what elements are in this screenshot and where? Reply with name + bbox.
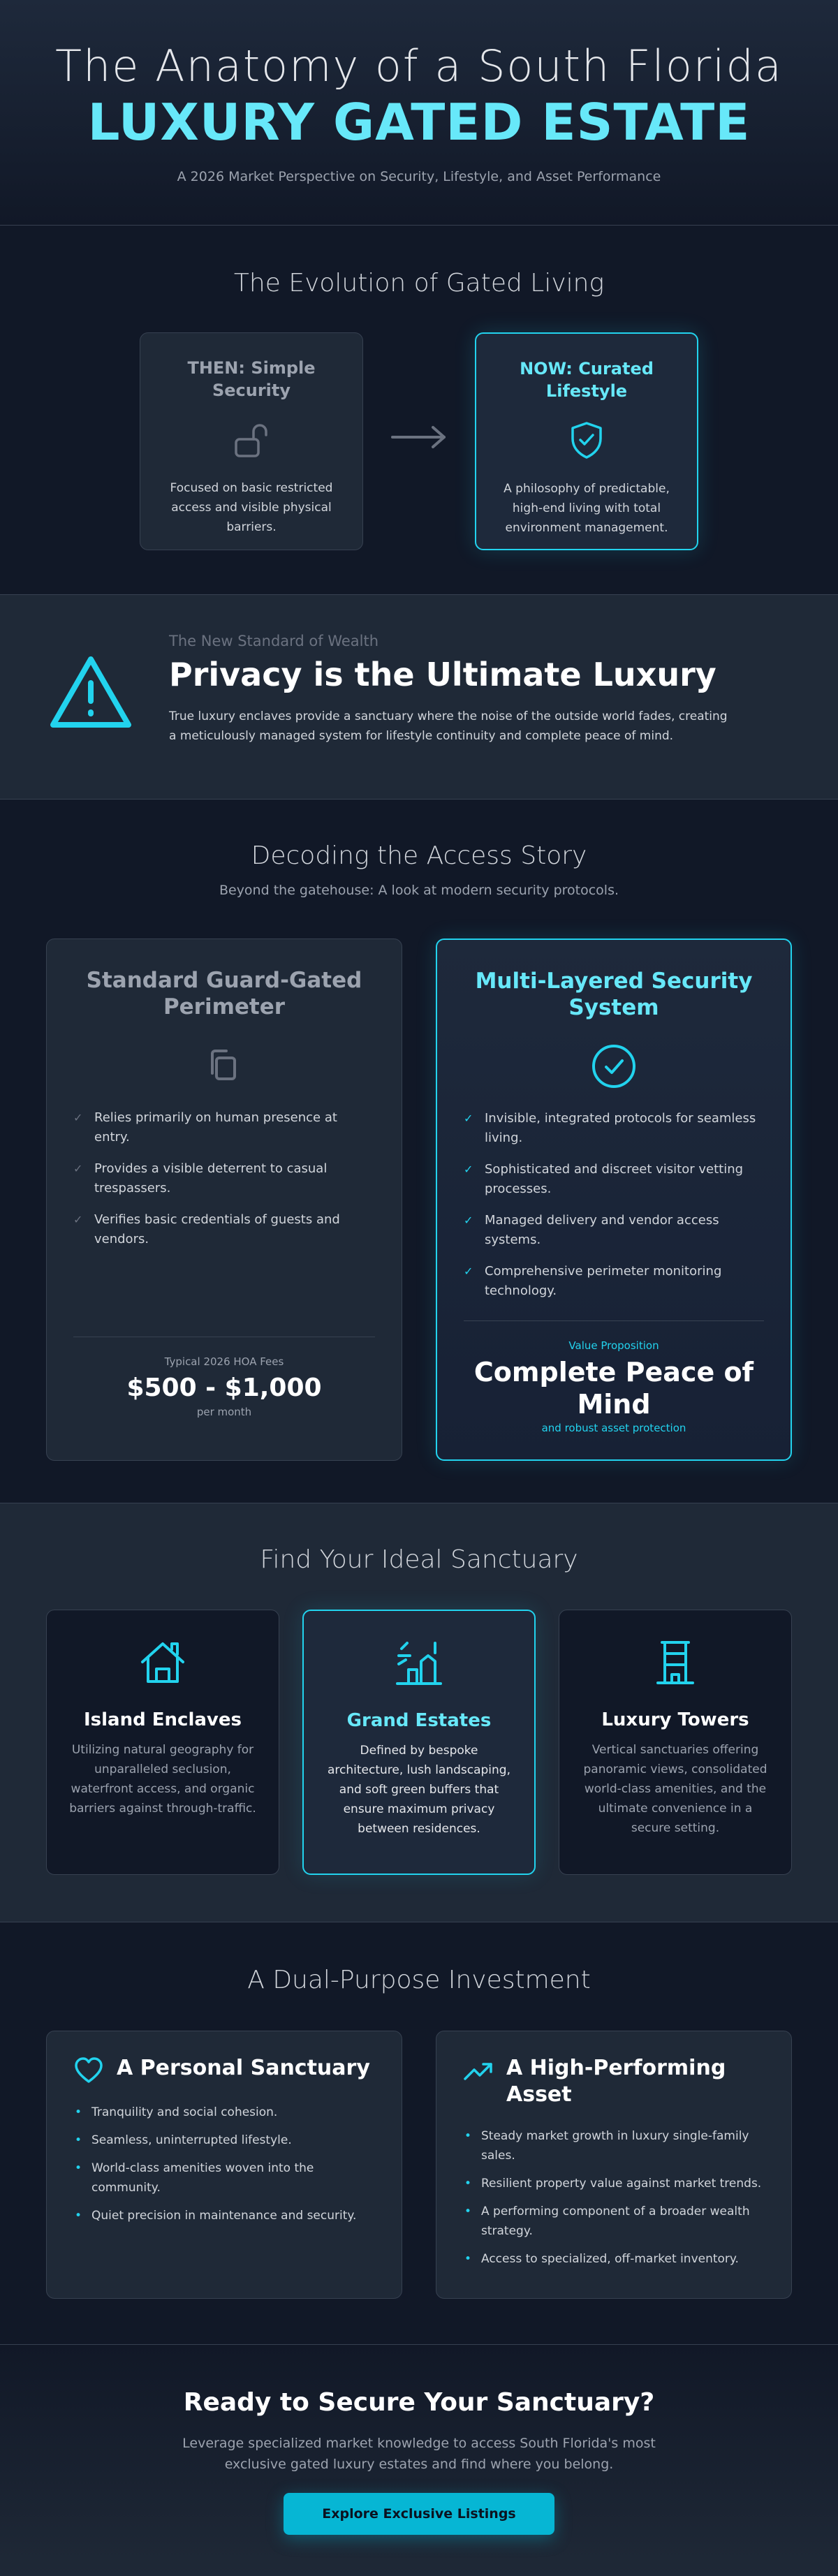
list-item-text: Verifies basic credentials of guests and vendors. bbox=[94, 1212, 340, 1246]
evolution-row bbox=[0, 332, 838, 550]
personal-sanctuary-card bbox=[46, 2031, 402, 2299]
check-icon: ✓ bbox=[464, 1214, 473, 1227]
value-proposition-value: Complete Peace of Mind bbox=[473, 1357, 754, 1420]
value-proposition-sub: and robust asset protection bbox=[541, 1422, 686, 1434]
list-item bbox=[464, 1211, 764, 1250]
arrow-right-icon bbox=[388, 423, 450, 451]
then-card-title: THEN: Simple Security bbox=[187, 358, 316, 400]
cta-section bbox=[0, 2345, 838, 2576]
list-item-text: Provides a visible deterrent to casual trespassers. bbox=[94, 1161, 328, 1195]
standard-security-card bbox=[46, 939, 402, 1461]
asset-benefit-list bbox=[463, 2126, 765, 2269]
hero-subtitle: A 2026 Market Perspective on Security, Lifestyle, and Asset Performance bbox=[177, 169, 661, 184]
privacy-text-block bbox=[169, 631, 735, 746]
heart-icon bbox=[73, 2056, 104, 2084]
list-item bbox=[464, 1109, 764, 1148]
luxury-towers-card bbox=[559, 1610, 792, 1875]
now-card bbox=[475, 332, 698, 550]
cta-text: Leverage specialized market knowledge to access South Florida's most exclusive gated luxury estates and find where you belong. bbox=[182, 2436, 656, 2472]
standard-card-title: Standard Guard-Gated Perimeter bbox=[86, 968, 362, 1020]
house-icon bbox=[137, 1637, 189, 1688]
hoa-fee-label: Typical 2026 HOA Fees bbox=[164, 1355, 284, 1368]
list-item bbox=[73, 1159, 375, 1198]
list-item bbox=[73, 1210, 375, 1249]
list-item-text: Relies primarily on human presence at entry. bbox=[94, 1110, 337, 1145]
now-card-title: NOW: Curated Lifestyle bbox=[520, 359, 654, 401]
multi-feature-list bbox=[464, 1109, 764, 1301]
grand-estates-card bbox=[302, 1610, 536, 1875]
asset-card-title: A High-Performing Asset bbox=[506, 2056, 726, 2107]
access-section bbox=[0, 800, 838, 1503]
standard-feature-list bbox=[73, 1108, 375, 1249]
sanctuary-card-text: Vertical sanctuaries offering panoramic views, consolidated world-class amenities, and the ultimate convenience in a secure setting. bbox=[583, 1743, 767, 1835]
evolution-title: The Evolution of Gated Living bbox=[233, 269, 605, 297]
check-icon: ✓ bbox=[464, 1265, 473, 1278]
investment-title: A Dual-Purpose Investment bbox=[247, 1966, 591, 1994]
access-title: Decoding the Access Story bbox=[251, 841, 587, 870]
sanctuary-title: Find Your Ideal Sanctuary bbox=[260, 1545, 578, 1574]
access-subtitle: Beyond the gatehouse: A look at modern security protocols. bbox=[219, 883, 619, 898]
privacy-eyebrow: The New Standard of Wealth bbox=[169, 633, 379, 649]
privacy-title: Privacy is the Ultimate Luxury bbox=[169, 656, 716, 693]
hero-header bbox=[0, 0, 838, 226]
check-circle-icon bbox=[589, 1042, 638, 1091]
unlock-icon bbox=[230, 418, 272, 460]
list-item bbox=[464, 1262, 764, 1301]
evolution-section bbox=[0, 226, 838, 595]
asset-card-header bbox=[463, 2055, 765, 2108]
personal-benefit-list bbox=[73, 2103, 375, 2225]
explore-listings-button[interactable]: Explore Exclusive Listings bbox=[284, 2493, 554, 2535]
sanctuary-card-text: Defined by bespoke architecture, lush landscaping, and soft green buffers that ensure maximum privacy between residences. bbox=[327, 1744, 510, 1836]
now-card-text: A philosophy of predictable, high-end living with total environment management. bbox=[503, 482, 670, 535]
check-icon: ✓ bbox=[464, 1163, 473, 1176]
list-item: • World-class amenities woven into the community. bbox=[73, 2158, 375, 2198]
personal-card-title: A Personal Sanctuary bbox=[117, 2056, 370, 2080]
tower-building-icon bbox=[649, 1637, 701, 1688]
list-item: • Seamless, uninterrupted lifestyle. bbox=[73, 2130, 375, 2150]
list-item: • Resilient property value against market trends. bbox=[463, 2174, 765, 2193]
personal-card-header bbox=[73, 2055, 375, 2084]
hoa-fee-value: $500 - $1,000 bbox=[126, 1374, 322, 1402]
value-proposition-label: Value Proposition bbox=[568, 1339, 659, 1352]
list-item: • Tranquility and social cohesion. bbox=[73, 2103, 375, 2122]
investment-section bbox=[0, 1922, 838, 2345]
island-enclaves-card bbox=[46, 1610, 279, 1875]
then-card bbox=[140, 332, 363, 550]
list-item bbox=[464, 1160, 764, 1199]
copy-icon bbox=[200, 1041, 249, 1090]
trending-up-icon bbox=[463, 2056, 494, 2084]
high-performing-asset-card bbox=[436, 2031, 792, 2299]
cta-title: Ready to Secure Your Sanctuary? bbox=[183, 2388, 655, 2417]
hoa-fee-unit: per month bbox=[196, 1406, 252, 1418]
multi-layered-security-card bbox=[436, 939, 792, 1461]
privacy-section bbox=[0, 595, 838, 800]
list-item-text: Managed delivery and vendor access systems. bbox=[485, 1213, 719, 1247]
check-icon: ✓ bbox=[464, 1112, 473, 1125]
check-icon: ✓ bbox=[73, 1213, 83, 1226]
estate-growth-icon bbox=[393, 1637, 445, 1689]
list-item-text: Invisible, integrated protocols for seamless living. bbox=[485, 1111, 756, 1145]
shield-check-icon bbox=[566, 419, 608, 461]
hero-title-line2: LUXURY GATED ESTATE bbox=[87, 93, 751, 152]
check-icon: ✓ bbox=[73, 1111, 83, 1124]
then-card-text: Focused on basic restricted access and visible physical barriers. bbox=[170, 481, 333, 534]
list-item bbox=[73, 1108, 375, 1147]
privacy-body: True luxury enclaves provide a sanctuary where the noise of the outside world fades, creating a meticulously managed system for lifestyle continuity and complete peace of mind. bbox=[169, 709, 728, 743]
list-item-text: Comprehensive perimeter monitoring technology. bbox=[485, 1264, 722, 1298]
sanctuary-card-title: Island Enclaves bbox=[84, 1709, 242, 1730]
list-item: • Access to specialized, off-market inventory. bbox=[463, 2249, 765, 2269]
multi-card-footer bbox=[464, 1320, 764, 1434]
check-icon: ✓ bbox=[73, 1162, 83, 1175]
sanctuary-card-title: Luxury Towers bbox=[601, 1709, 749, 1730]
list-item: • Quiet precision in maintenance and security. bbox=[73, 2206, 375, 2225]
standard-card-footer bbox=[73, 1337, 375, 1418]
sanctuary-card-title: Grand Estates bbox=[346, 1710, 492, 1731]
sanctuary-section bbox=[0, 1503, 838, 1922]
list-item: • A performing component of a broader wealth strategy. bbox=[463, 2202, 765, 2241]
multi-card-title: Multi-Layered Security System bbox=[475, 969, 753, 1020]
warning-triangle-icon bbox=[47, 654, 134, 732]
hero-title-line1: The Anatomy of a South Florida bbox=[55, 41, 783, 91]
sanctuary-card-text: Utilizing natural geography for unparalleled seclusion, waterfront access, and organic barriers against through-traffic. bbox=[69, 1743, 256, 1816]
list-item-text: Sophisticated and discreet visitor vetting processes. bbox=[485, 1162, 744, 1196]
list-item: • Steady market growth in luxury single-family sales. bbox=[463, 2126, 765, 2165]
